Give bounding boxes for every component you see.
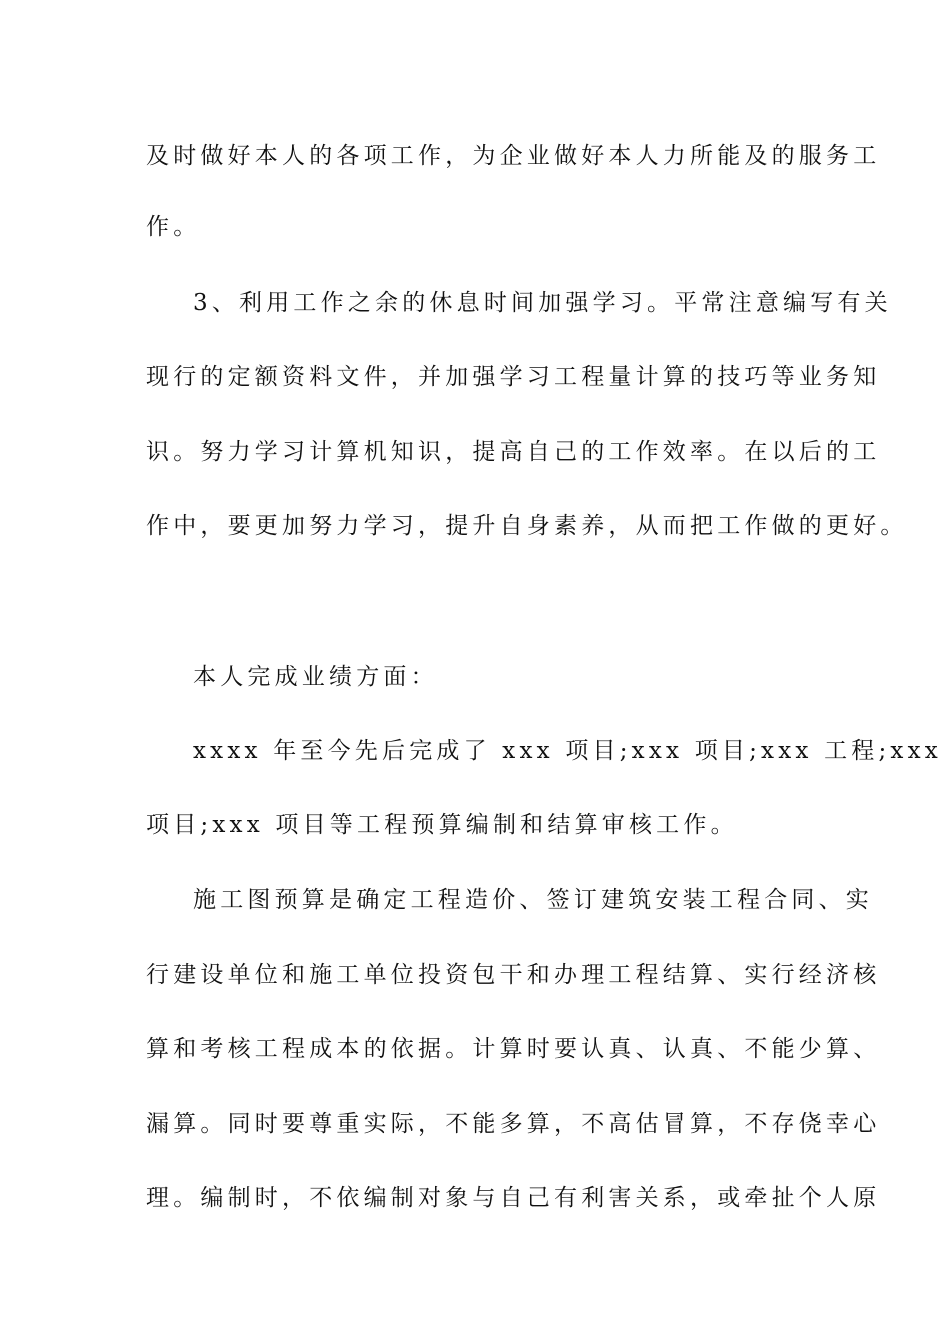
text-line: 漏算。同时要尊重实际，不能多算，不高估冒算，不存侥幸心: [146, 1111, 881, 1137]
text-line: 3、利用工作之余的休息时间加强学习。平常注意编写有关: [193, 290, 892, 316]
text-line: 施工图预算是确定工程造价、签订建筑安装工程合同、实: [193, 887, 873, 913]
text-line: xxxx 年至今先后完成了 xxx 项目;xxx 项目;xxx 工程;xxx: [193, 738, 942, 764]
text-line: 行建设单位和施工单位投资包干和办理工程结算、实行经济核: [146, 962, 881, 988]
text-line: 理。编制时，不依编制对象与自己有利害关系，或牵扯个人原: [146, 1185, 881, 1211]
text-line: 现行的定额资料文件，并加强学习工程量计算的技巧等业务知: [146, 364, 881, 390]
text-line: 作。: [146, 214, 201, 240]
text-line: 及时做好本人的各项工作，为企业做好本人力所能及的服务工: [146, 143, 881, 169]
text-line: 算和考核工程成本的依据。计算时要认真、认真、不能少算、: [146, 1036, 881, 1062]
text-line: 识。努力学习计算机知识，提高自己的工作效率。在以后的工: [146, 439, 881, 465]
section-heading: 本人完成业绩方面：: [193, 664, 438, 690]
text-line: 项目;xxx 项目等工程预算编制和结算审核工作。: [146, 812, 738, 838]
text-line: 作中，要更加努力学习，提升自身素养，从而把工作做的更好。: [146, 513, 908, 539]
